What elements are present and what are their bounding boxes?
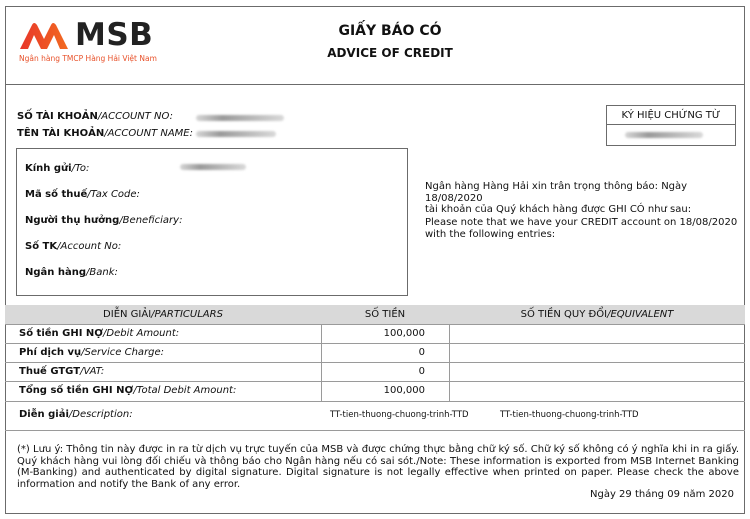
row-divider (5, 324, 745, 325)
msb-logo-mark-icon (18, 21, 70, 51)
recipient-bank-label: Ngân hàng/Bank: (25, 267, 118, 278)
table-row-amount: 100,000 (383, 385, 425, 396)
description-value: TT-tien-thuong-chuong-trinh-TTD (500, 410, 639, 420)
msb-logo (18, 17, 158, 67)
table-row-label: Thuế GTGT/VAT: (19, 366, 105, 377)
table-row-label: Tổng số tiền GHI NỢ/Total Debit Amount: (19, 385, 237, 396)
row-divider (5, 381, 745, 382)
header-divider (5, 84, 745, 85)
table-row-amount: 0 (418, 347, 425, 358)
row-divider (5, 401, 745, 402)
col-amount: SỐ TIỀN (364, 309, 406, 320)
account-no-redacted (196, 115, 284, 121)
table-row-amount: 0 (418, 366, 425, 377)
account-name-label: TÊN TÀI KHOẢN/ACCOUNT NAME: (17, 128, 193, 139)
voucher-box (606, 105, 736, 146)
row-divider (5, 343, 745, 344)
col-equivalent: SỐ TIỀN QUY ĐỔI/EQUIVALENT (520, 309, 674, 320)
recipient-account-label: Số TK/Account No: (25, 241, 122, 252)
description-label: Diễn giải/Description: (19, 409, 133, 420)
tax-code-label: Mã số thuế/Tax Code: (25, 189, 140, 200)
notice-en: Please note that we have your CREDIT account on 18/08/2020 with the following entries: (425, 217, 738, 240)
to-redacted (180, 164, 246, 170)
row-divider (5, 362, 745, 363)
table-row-amount: 100,000 (383, 328, 425, 339)
voucher-label: KÝ HIỆU CHỨNG TỪ (607, 106, 735, 125)
bank-subtitle: Ngân hàng TMCP Hàng Hải Việt Nam (19, 54, 157, 63)
description-value: TT-tien-thuong-chuong-trinh-TTD (330, 410, 469, 420)
table-row-label: Phí dịch vụ/Service Charge: (19, 347, 165, 358)
voucher-redacted (625, 132, 703, 138)
document-title-vn: GIẤY BÁO CÓ (338, 23, 442, 39)
account-no-label: SỐ TÀI KHOẢN/ACCOUNT NO: (17, 111, 173, 122)
col-particulars: DIỄN GIẢI/PARTICULARS (103, 309, 223, 320)
document-title-en: ADVICE OF CREDIT (327, 46, 453, 60)
footer-note: (*) Lưu ý: Thông tin này được in ra từ dịch vụ trực tuyến của MSB và được chứng thực bằng chữ ký số. Chữ ký số không có ý nghĩa khi in ra giấy. Quý khách hàng vui lòng đối chiếu và thông báo cho Ngân hàng nếu có sai sót./Note: These information is exported from MSB Internet Banking (M-Banking) and authenticated by digital signature. Digital signature is not legally effective when printed on paper. Please check the above information and notify the Bank of any error. (17, 444, 739, 490)
row-divider (5, 430, 745, 431)
beneficiary-label: Người thụ hưởng/Beneficiary: (25, 215, 183, 226)
logo-text: MSB (75, 17, 154, 53)
account-name-redacted (196, 131, 276, 137)
document-date: Ngày 29 tháng 09 năm 2020 (590, 489, 734, 500)
to-label: Kính gửi/To: (25, 163, 90, 174)
notice-vn: Ngân hàng Hàng Hải xin trân trọng thông báo: Ngày 18/08/2020 tài khoản của Quý khách hàng được GHI CÓ như sau: (425, 181, 692, 215)
table-row-label: Số tiền GHI NỢ/Debit Amount: (19, 328, 180, 339)
